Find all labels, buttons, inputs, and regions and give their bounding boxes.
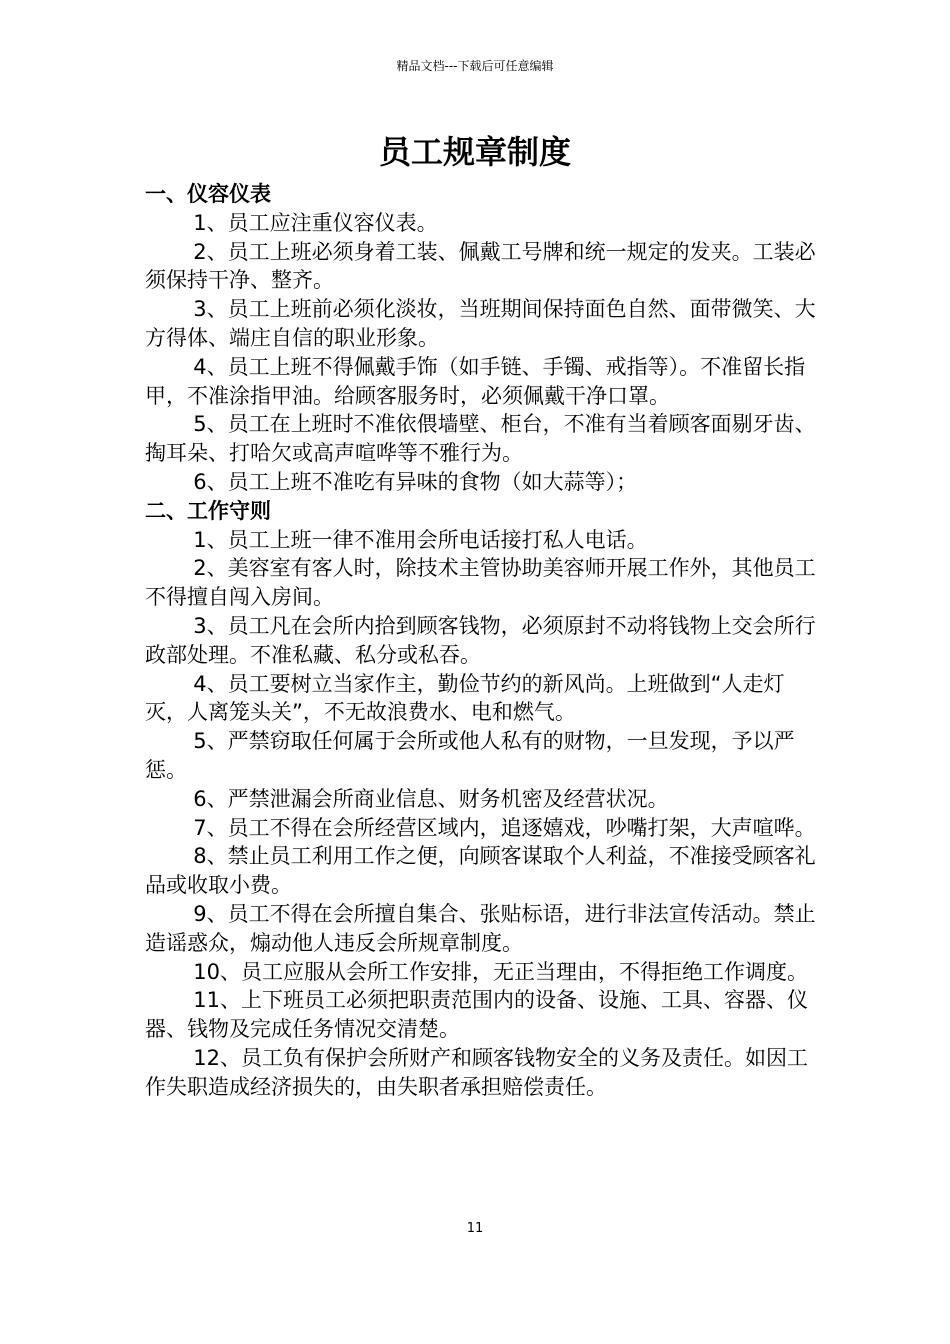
rule-item: 8、禁止员工利用工作之便，向顾客谋取个人利益，不准接受顾客礼品或收取小费。 [145, 844, 816, 898]
section-heading-appearance: 一、仪容仪表 [145, 182, 271, 206]
rule-item: 7、员工不得在会所经营区域内，追逐嬉戏，吵嘴打架，大声喧哗。 [193, 815, 816, 840]
rule-item: 6、员工上班不准吃有异味的食物（如大蒜等）； [193, 469, 638, 494]
rule-item: 3、员工凡在会所内拾到顾客钱物，必须原封不动将钱物上交会所行政部处理。不准私藏、私分或私吞。 [145, 613, 816, 667]
rule-item: 6、严禁泄漏会所商业信息、财务机密及经营状况。 [193, 786, 669, 811]
document-body [145, 180, 817, 1102]
document-title: 员工规章制度 [378, 133, 571, 171]
rule-item: 12、员工负有保护会所财产和顾客钱物安全的义务及责任。如因工作失职造成经济损失的，由失职者承担赔偿责任。 [145, 1045, 809, 1099]
rule-item: 2、美容室有客人时，除技术主管协助美容师开展工作外，其他员工不得擅自闯入房间。 [145, 556, 816, 610]
section-heading-work-rules: 二、工作守则 [145, 498, 271, 523]
rule-item: 2、员工上班必须身着工装、佩戴工号牌和统一规定的发夹。工装必须保持干净、整齐。 [145, 239, 816, 293]
rule-item: 1、员工上班一律不准用会所电话接打私人电话。 [193, 527, 648, 552]
rule-item: 4、员工要树立当家作主，勤俭节约的新风尚。上班做到“人走灯灭，人离笼头关”，不无故浪费水、电和燃气。 [145, 671, 785, 725]
page-number: 11 [466, 1221, 484, 1236]
rule-item: 4、员工上班不得佩戴手饰（如手链、手镯、戒指等）。不准留长指甲，不准涂指甲油。给顾客服务时，必须佩戴干净口罩。 [145, 354, 806, 408]
rule-item: 3、员工上班前必须化淡妆，当班期间保持面色自然、面带微笑、大方得体、端庄自信的职业形象。 [145, 297, 816, 350]
rule-item: 10、员工应服从会所工作安排，无正当理由，不得拒绝工作调度。 [193, 959, 809, 984]
rule-item: 5、员工在上班时不准依偎墙壁、柜台，不准有当着顾客面剔牙齿、掏耳朵、打哈欠或高声喧哗等不雅行为。 [145, 412, 816, 466]
page-header-note: 精品文档---下载后可任意编辑 [396, 59, 554, 73]
rule-item: 1、员工应注重仪容仪表。 [193, 210, 438, 235]
rule-item: 5、严禁窃取任何属于会所或他人私有的财物，一旦发现，予以严惩。 [145, 729, 795, 782]
rule-item: 9、员工不得在会所擅自集合、张贴标语，进行非法宣传活动。禁止造谣惑众，煽动他人违反会所规章制度。 [145, 901, 816, 955]
rule-item: 11、上下班员工必须把职责范围内的设备、设施、工具、容器、仪器、钱物及完成任务情况交清楚。 [145, 988, 809, 1042]
